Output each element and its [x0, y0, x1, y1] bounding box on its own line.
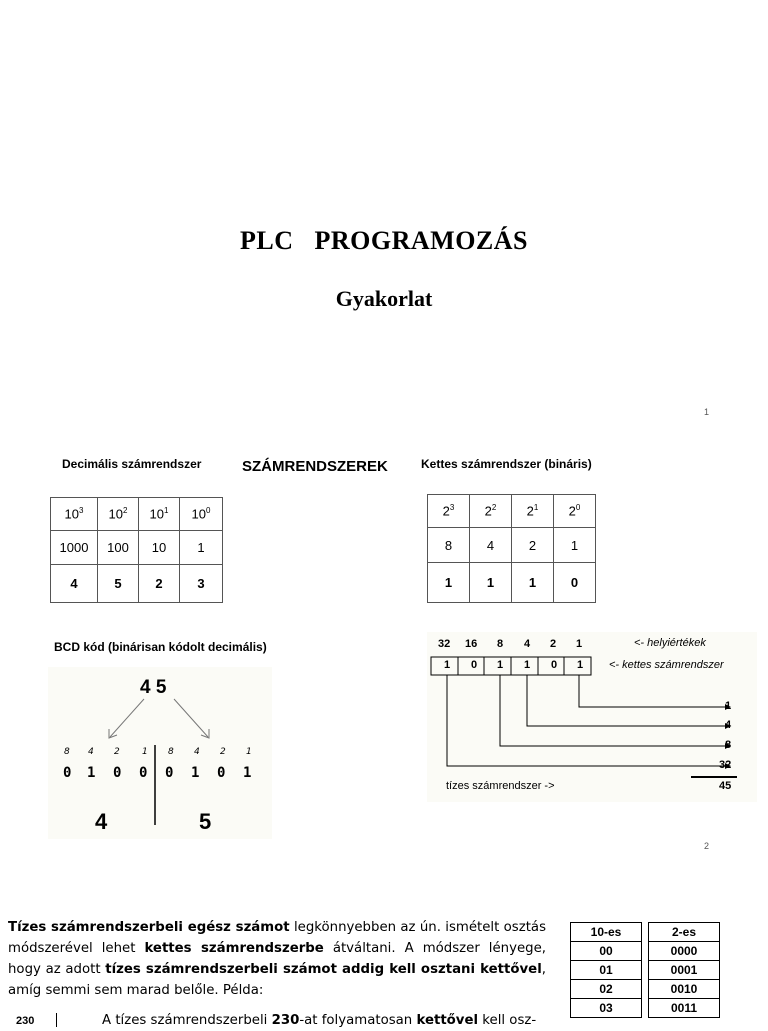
place-value: 4	[524, 638, 531, 650]
conversion-bit: 1	[444, 659, 451, 671]
example-run: -at folyamatosan	[299, 1013, 417, 1028]
bcd-weight: 1	[142, 747, 148, 757]
paragraph-run-bold: Tízes számrendszerbeli egész számot	[8, 920, 290, 935]
table-cell: 1	[428, 563, 470, 603]
bcd-weight: 4	[88, 747, 94, 757]
bcd-weights	[64, 747, 264, 761]
decimal-column-table	[570, 922, 642, 1018]
table-cell: 8	[428, 528, 470, 563]
decimal-label: tízes számrendszer ->	[446, 780, 555, 792]
paragraph-run-bold: kettes számrendszerbe	[144, 941, 324, 956]
table-cell: 4	[470, 528, 512, 563]
conversion-lines	[427, 632, 757, 802]
table-cell: 1	[554, 528, 596, 563]
bcd-number: 4 5	[140, 677, 167, 698]
place-value: 2	[550, 638, 557, 650]
table-cell: $10^2$	[98, 498, 139, 531]
table-cell: 02	[571, 980, 642, 999]
bcd-bit: 1	[191, 765, 200, 781]
conversion-bits	[427, 659, 597, 673]
conversion-bit: 0	[471, 659, 478, 671]
bcd-weight: 2	[114, 747, 120, 757]
binary-place-value-table	[427, 494, 596, 603]
page-number: 2	[704, 841, 710, 851]
bcd-bit: 0	[113, 765, 122, 781]
section-heading: SZÁMRENDSZEREK	[242, 458, 388, 475]
example-run-bold: 230	[271, 1013, 300, 1028]
place-values-note: <- helyiértékek	[634, 637, 706, 649]
example-run-bold: kettővel	[416, 1013, 479, 1028]
table-cell: 3	[180, 565, 223, 603]
intro-paragraph	[8, 917, 546, 1001]
table-cell: 100	[98, 531, 139, 565]
bcd-label: BCD kód (binárisan kódolt decimális)	[54, 640, 267, 654]
bcd-digit: 4	[95, 809, 108, 834]
term: 4	[725, 719, 732, 731]
place-value: 1	[576, 638, 583, 650]
bcd-weight: 8	[64, 747, 70, 757]
table-cell: $10^0$	[180, 498, 223, 531]
term: 32	[719, 759, 732, 771]
bcd-bit: 0	[139, 765, 148, 781]
page-title: PLC PROGRAMOZÁS	[240, 226, 528, 255]
bcd-weight: 4	[194, 747, 200, 757]
bcd-bits	[63, 765, 273, 783]
table-cell: $2^3$	[428, 495, 470, 528]
conversion-diagram	[427, 632, 757, 802]
place-value: 32	[438, 638, 451, 650]
page-number: 1	[704, 407, 710, 417]
table-cell: $2^1$	[512, 495, 554, 528]
table-cell: 10	[139, 531, 180, 565]
conversion-place-values	[427, 638, 607, 652]
table-cell: $2^2$	[470, 495, 512, 528]
table-cell: 1	[180, 531, 223, 565]
table-cell: 0011	[649, 999, 720, 1018]
paragraph-run: legkönnyebben az ún. ismételt osztás módszerével lehet	[8, 920, 546, 956]
term: 8	[725, 739, 732, 751]
example-run: kell osz-	[478, 1013, 537, 1028]
sum-value: 45	[719, 780, 732, 792]
conversion-bit: 1	[497, 659, 504, 671]
conversion-bit: 1	[524, 659, 531, 671]
bits-note: <- kettes számrendszer	[609, 659, 724, 671]
page-subtitle: Gyakorlat	[335, 286, 433, 311]
bcd-bit: 0	[165, 765, 174, 781]
decimal-place-value-table	[50, 497, 223, 603]
table-cell: $10^1$	[139, 498, 180, 531]
decimal-system-label: Decimális számrendszer	[62, 457, 202, 471]
table-cell: 2	[139, 565, 180, 603]
table-header: 10-es	[571, 923, 642, 942]
table-cell: 00	[571, 942, 642, 961]
table-cell: 1000	[51, 531, 98, 565]
table-cell: $10^3$	[51, 498, 98, 531]
example-number: 230	[16, 1015, 35, 1027]
bcd-bit: 0	[63, 765, 72, 781]
table-cell: $2^0$	[554, 495, 596, 528]
table-cell: 5	[98, 565, 139, 603]
example-text	[102, 1010, 552, 1031]
table-cell: 03	[571, 999, 642, 1018]
place-value: 8	[497, 638, 504, 650]
table-cell: 0001	[649, 961, 720, 980]
paragraph-run: , amíg semmi sem marad belőle. Példa:	[8, 962, 546, 998]
table-header: 2-es	[649, 923, 720, 942]
table-cell: 4	[51, 565, 98, 603]
conversion-bit: 1	[577, 659, 584, 671]
table-cell: 0000	[649, 942, 720, 961]
conversion-bit: 0	[551, 659, 558, 671]
paragraph-run-bold: tízes számrendszerbeli számot addig kell osztani kettővel	[105, 962, 542, 977]
table-cell: 1	[512, 563, 554, 603]
binary-column-table	[648, 922, 720, 1018]
bcd-bit: 1	[87, 765, 96, 781]
table-cell: 1	[470, 563, 512, 603]
binary-system-label: Kettes számrendszer (bináris)	[421, 457, 592, 471]
bcd-weight: 2	[220, 747, 226, 757]
table-cell: 2	[512, 528, 554, 563]
example-divider	[56, 1013, 57, 1027]
table-cell: 0010	[649, 980, 720, 999]
bcd-bit: 0	[217, 765, 226, 781]
place-value: 16	[465, 638, 478, 650]
bcd-weight: 1	[246, 747, 252, 757]
table-cell: 0	[554, 563, 596, 603]
bcd-digit: 5	[199, 809, 212, 834]
paragraph-run: átváltani. A módszer lényege, hogy az adott	[8, 941, 546, 977]
term: 1	[725, 700, 732, 712]
bcd-weight: 8	[168, 747, 174, 757]
example-run: A tízes számrendszerbeli	[102, 1013, 272, 1028]
bcd-diagram	[48, 667, 272, 839]
bcd-bit: 1	[243, 765, 252, 781]
table-cell: 01	[571, 961, 642, 980]
